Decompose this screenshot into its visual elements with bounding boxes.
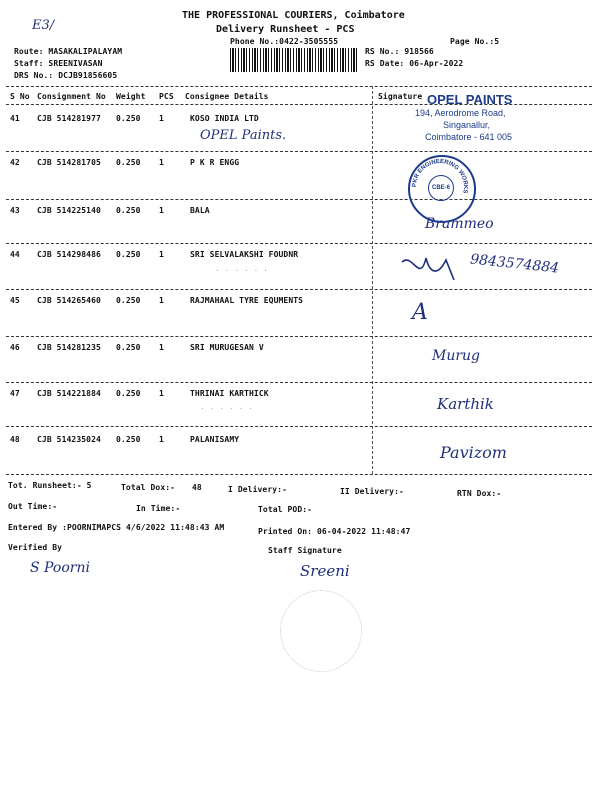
- row-weight: 0.250: [116, 389, 141, 398]
- table-bottom-rule: [6, 474, 592, 475]
- row-handwritten-signature: Karthik: [437, 395, 494, 413]
- row-pcs: 1: [159, 206, 164, 215]
- col-signature: Signature: [378, 92, 423, 101]
- row-weight: 0.250: [116, 343, 141, 352]
- col-pcs: PCS: [159, 92, 174, 101]
- col-weight: Weight: [116, 92, 146, 101]
- rtn-dox: RTN Dox:-: [457, 489, 502, 498]
- stamp-company: OPEL PAINTS: [427, 92, 513, 107]
- row-consignee: RAJMAHAAL TYRE EQUMENTS: [190, 296, 304, 305]
- handwritten-mark: E3/: [32, 18, 55, 33]
- i-delivery: I Delivery:-: [228, 485, 287, 494]
- row-rule: [6, 289, 592, 290]
- row-rule: [6, 336, 592, 337]
- col-consignment: Consignment No: [37, 92, 106, 101]
- row-pcs: 1: [159, 343, 164, 352]
- total-pod: Total POD:-: [258, 505, 313, 514]
- ii-delivery: II Delivery:-: [340, 487, 404, 496]
- row-weight: 0.250: [116, 296, 141, 305]
- route: Route: MASAKALIPALAYAM: [14, 47, 123, 56]
- row-rule: [6, 243, 592, 244]
- company-title: THE PROFESSIONAL COURIERS, Coimbatore: [182, 10, 405, 21]
- row-consignment: CJB 514225140: [37, 206, 101, 215]
- row-sno: 42: [10, 158, 20, 167]
- rs-date: RS Date: 06-Apr-2022: [365, 59, 464, 68]
- barcode: [230, 48, 358, 72]
- row-weight: 0.250: [116, 206, 141, 215]
- row-consignment: CJB 514281705: [37, 158, 101, 167]
- row-sno: 48: [10, 435, 20, 444]
- staff-signature-label: Staff Signature: [268, 546, 342, 555]
- row-handwritten-signature: 9843574884: [469, 251, 560, 277]
- rs-number: RS No.: 918566: [365, 47, 434, 56]
- signature-column-divider: [372, 86, 373, 474]
- opel-paints-stamp: [395, 92, 545, 148]
- stamp-center: CBE-6: [428, 175, 454, 201]
- row-weight: 0.250: [116, 114, 141, 123]
- row-weight: 0.250: [116, 435, 141, 444]
- page-number: Page No.:5: [450, 37, 500, 46]
- staff: Staff: SREENIVASAN: [14, 59, 103, 68]
- total-dox-label: Total Dox:-: [121, 483, 176, 492]
- row-sno: 43: [10, 206, 20, 215]
- row-consignee: SRI SELVALAKSHI FOUDNR: [190, 250, 299, 259]
- col-sno: S No: [10, 92, 30, 101]
- total-dox-value: 48: [192, 483, 202, 492]
- printed-on: Printed On: 06-04-2022 11:48:47: [258, 527, 411, 536]
- row-handwritten-signature: A: [412, 300, 428, 325]
- row-consignment: CJB 514281235: [37, 343, 101, 352]
- row-rule: [6, 151, 592, 152]
- row-consignee: PALANISAMY: [190, 435, 240, 444]
- row-sno: 45: [10, 296, 20, 305]
- table-top-rule: [6, 86, 592, 87]
- row-consignee: BALA: [190, 206, 210, 215]
- stamp-address-2: Singanallur,: [443, 120, 491, 130]
- row-pcs: 1: [159, 389, 164, 398]
- row-consignee: P K R ENGG: [190, 158, 240, 167]
- row-pcs: 1: [159, 250, 164, 259]
- faint-seal-impression: [280, 590, 362, 672]
- col-consignee: Consignee Details: [185, 92, 269, 101]
- entered-by: Entered By :POORNIMAPCS 4/6/2022 11:48:43 AM: [8, 523, 225, 532]
- row-handwritten-signature: Murug: [432, 348, 481, 364]
- phone-number: Phone No.:0422-3505555: [230, 37, 339, 46]
- row-weight: 0.250: [116, 250, 141, 259]
- verified-signature: S Poorni: [30, 560, 90, 576]
- out-time: Out Time:-: [8, 502, 58, 511]
- faint-stamp-mark: · · · · · ·: [200, 404, 253, 413]
- row-sno: 41: [10, 114, 20, 123]
- row-consignment: CJB 514298486: [37, 250, 101, 259]
- total-runsheet: Tot. Runsheet:- 5: [8, 481, 92, 490]
- row-pcs: 1: [159, 296, 164, 305]
- row-rule: [6, 426, 592, 427]
- row-consignment: CJB 514265460: [37, 296, 101, 305]
- pkr-engineering-stamp: [408, 155, 476, 223]
- row-handwritten-signature: Pavizom: [440, 443, 507, 462]
- row-pcs: 1: [159, 435, 164, 444]
- signature-scribble: [398, 250, 458, 286]
- drs-number: DRS No.: DCJB91856605: [14, 71, 118, 80]
- row-sno: 44: [10, 250, 20, 259]
- row-rule: [6, 382, 592, 383]
- in-time: In Time:-: [136, 504, 181, 513]
- row-rule: [6, 199, 592, 200]
- row-weight: 0.250: [116, 158, 141, 167]
- row-consignee: SRI MURUGESAN V: [190, 343, 264, 352]
- row-sno: 46: [10, 343, 20, 352]
- staff-signature: Sreeni: [300, 562, 350, 580]
- row-consignment: CJB 514235024: [37, 435, 101, 444]
- row-pcs: 1: [159, 158, 164, 167]
- row-pcs: 1: [159, 114, 164, 123]
- row-consignment: CJB 514281977: [37, 114, 101, 123]
- row-consignee: KOSO INDIA LTD: [190, 114, 259, 123]
- document-title: Delivery Runsheet - PCS: [216, 24, 355, 35]
- faint-stamp-mark: · · · · · ·: [215, 266, 268, 275]
- verified-by-label: Verified By: [8, 543, 63, 552]
- stamp-ring-label: PKR ENGINEERING WORKS: [411, 158, 469, 194]
- row-handwritten-signature: Brammeo: [425, 216, 494, 232]
- row-consignment: CJB 514221884: [37, 389, 101, 398]
- stamp-address-3: Coimbatore - 641 005: [425, 132, 513, 142]
- row-sno: 47: [10, 389, 20, 398]
- row-handwritten-signature: OPEL Paints.: [200, 128, 287, 143]
- stamp-address-1: 194, Aerodrome Road,: [415, 108, 506, 118]
- row-consignee: THRINAI KARTHICK: [190, 389, 269, 398]
